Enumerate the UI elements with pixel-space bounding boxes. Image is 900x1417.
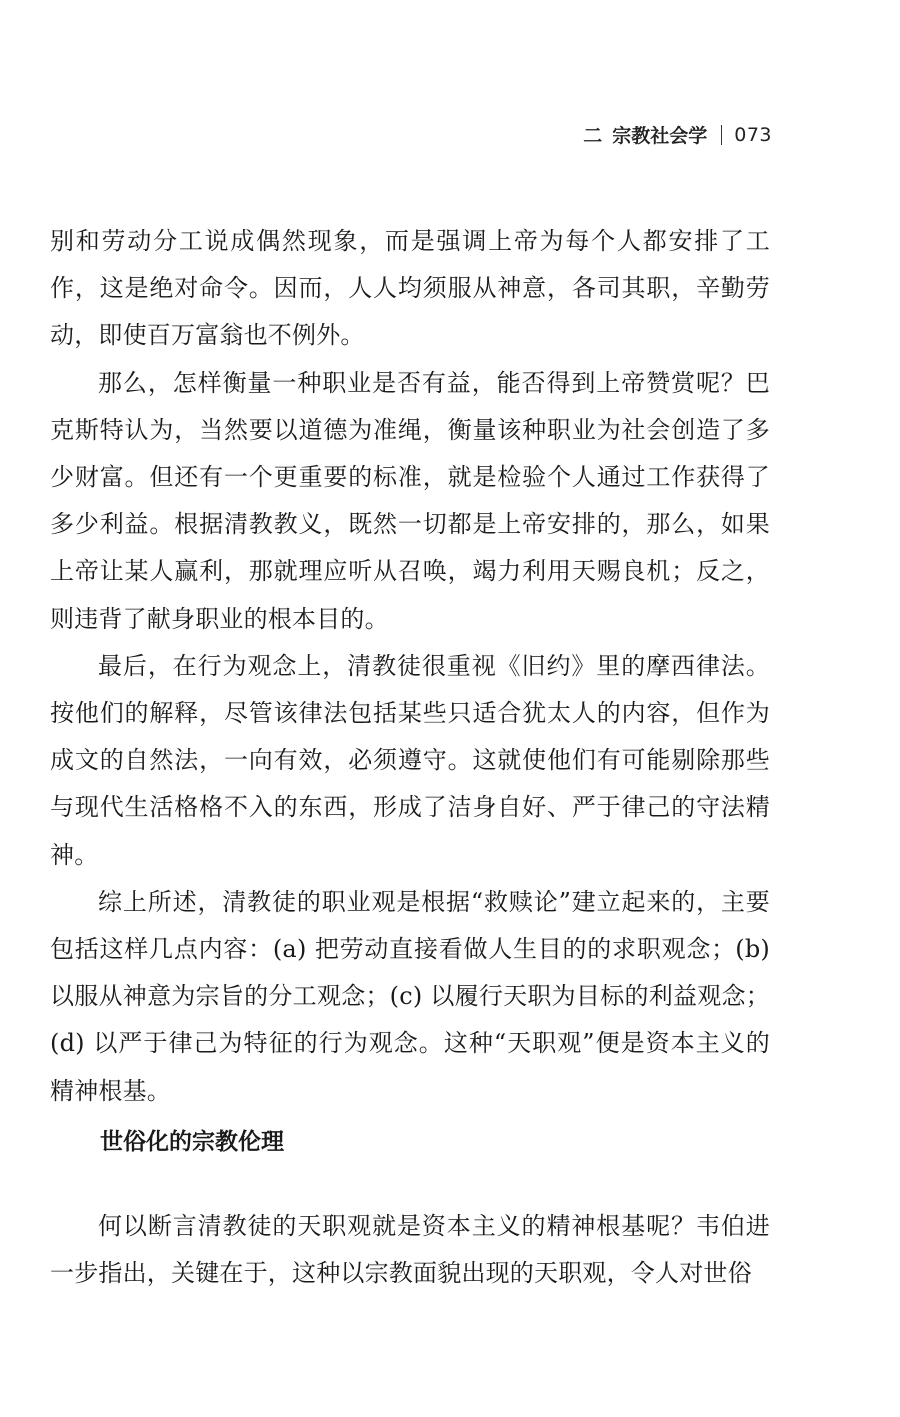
- paragraph: 何以断言清教徒的天职观就是资本主义的精神根基呢？韦伯进一步指出，关键在于，这种以宗教面貌出现的天职观，令人对世俗: [50, 1212, 770, 1288]
- page-number: 073: [734, 123, 772, 146]
- chapter-title: 宗教社会学: [612, 125, 708, 147]
- paragraph-continued: 别和劳动分工说成偶然现象，而是强调上帝为每个人都安排了工作，这是绝对命令。因而，人人均须服从神意，各司其职，辛勤劳动，即使百万富翁也不例外。: [50, 227, 770, 350]
- chapter-number: 二: [583, 125, 603, 147]
- body-text: [50, 218, 770, 1115]
- paragraph: 最后，在行为观念上，清教徒很重视《旧约》里的摩西律法。按他们的解释，尽管该律法包括某些只适合犹太人的内容，但作为成文的自然法，一向有效，必须遵守。这就使他们有可能剔除那些与现代生活格格不入的东西，形成了洁身自好、严于律己的守法精神。: [50, 651, 770, 869]
- section-body-text: [50, 1203, 770, 1297]
- header-divider: [721, 125, 722, 145]
- running-header: [583, 121, 772, 148]
- section-heading: 世俗化的宗教伦理: [100, 1129, 284, 1155]
- paragraph: 综上所述，清教徒的职业观是根据“救赎论”建立起来的，主要包括这样几点内容：(a) 把劳动直接看做人生目的的求职观念；(b) 以服从神意为宗旨的分工观念；(c) 以履行天职为目标的利益观念；(d) 以严于律己为特征的行为观念。这种“天职观”便是资本主义的精神根基。: [50, 887, 770, 1105]
- paragraph: 那么，怎样衡量一种职业是否有益，能否得到上帝赞赏呢？巴克斯特认为，当然要以道德为准绳，衡量该种职业为社会创造了多少财富。但还有一个更重要的标准，就是检验个人通过工作获得了多少利益。根据清教教义，既然一切都是上帝安排的，那么，如果上帝让某人赢利，那就理应听从召唤，竭力利用天赐良机；反之，则违背了献身职业的根本目的。: [50, 368, 770, 633]
